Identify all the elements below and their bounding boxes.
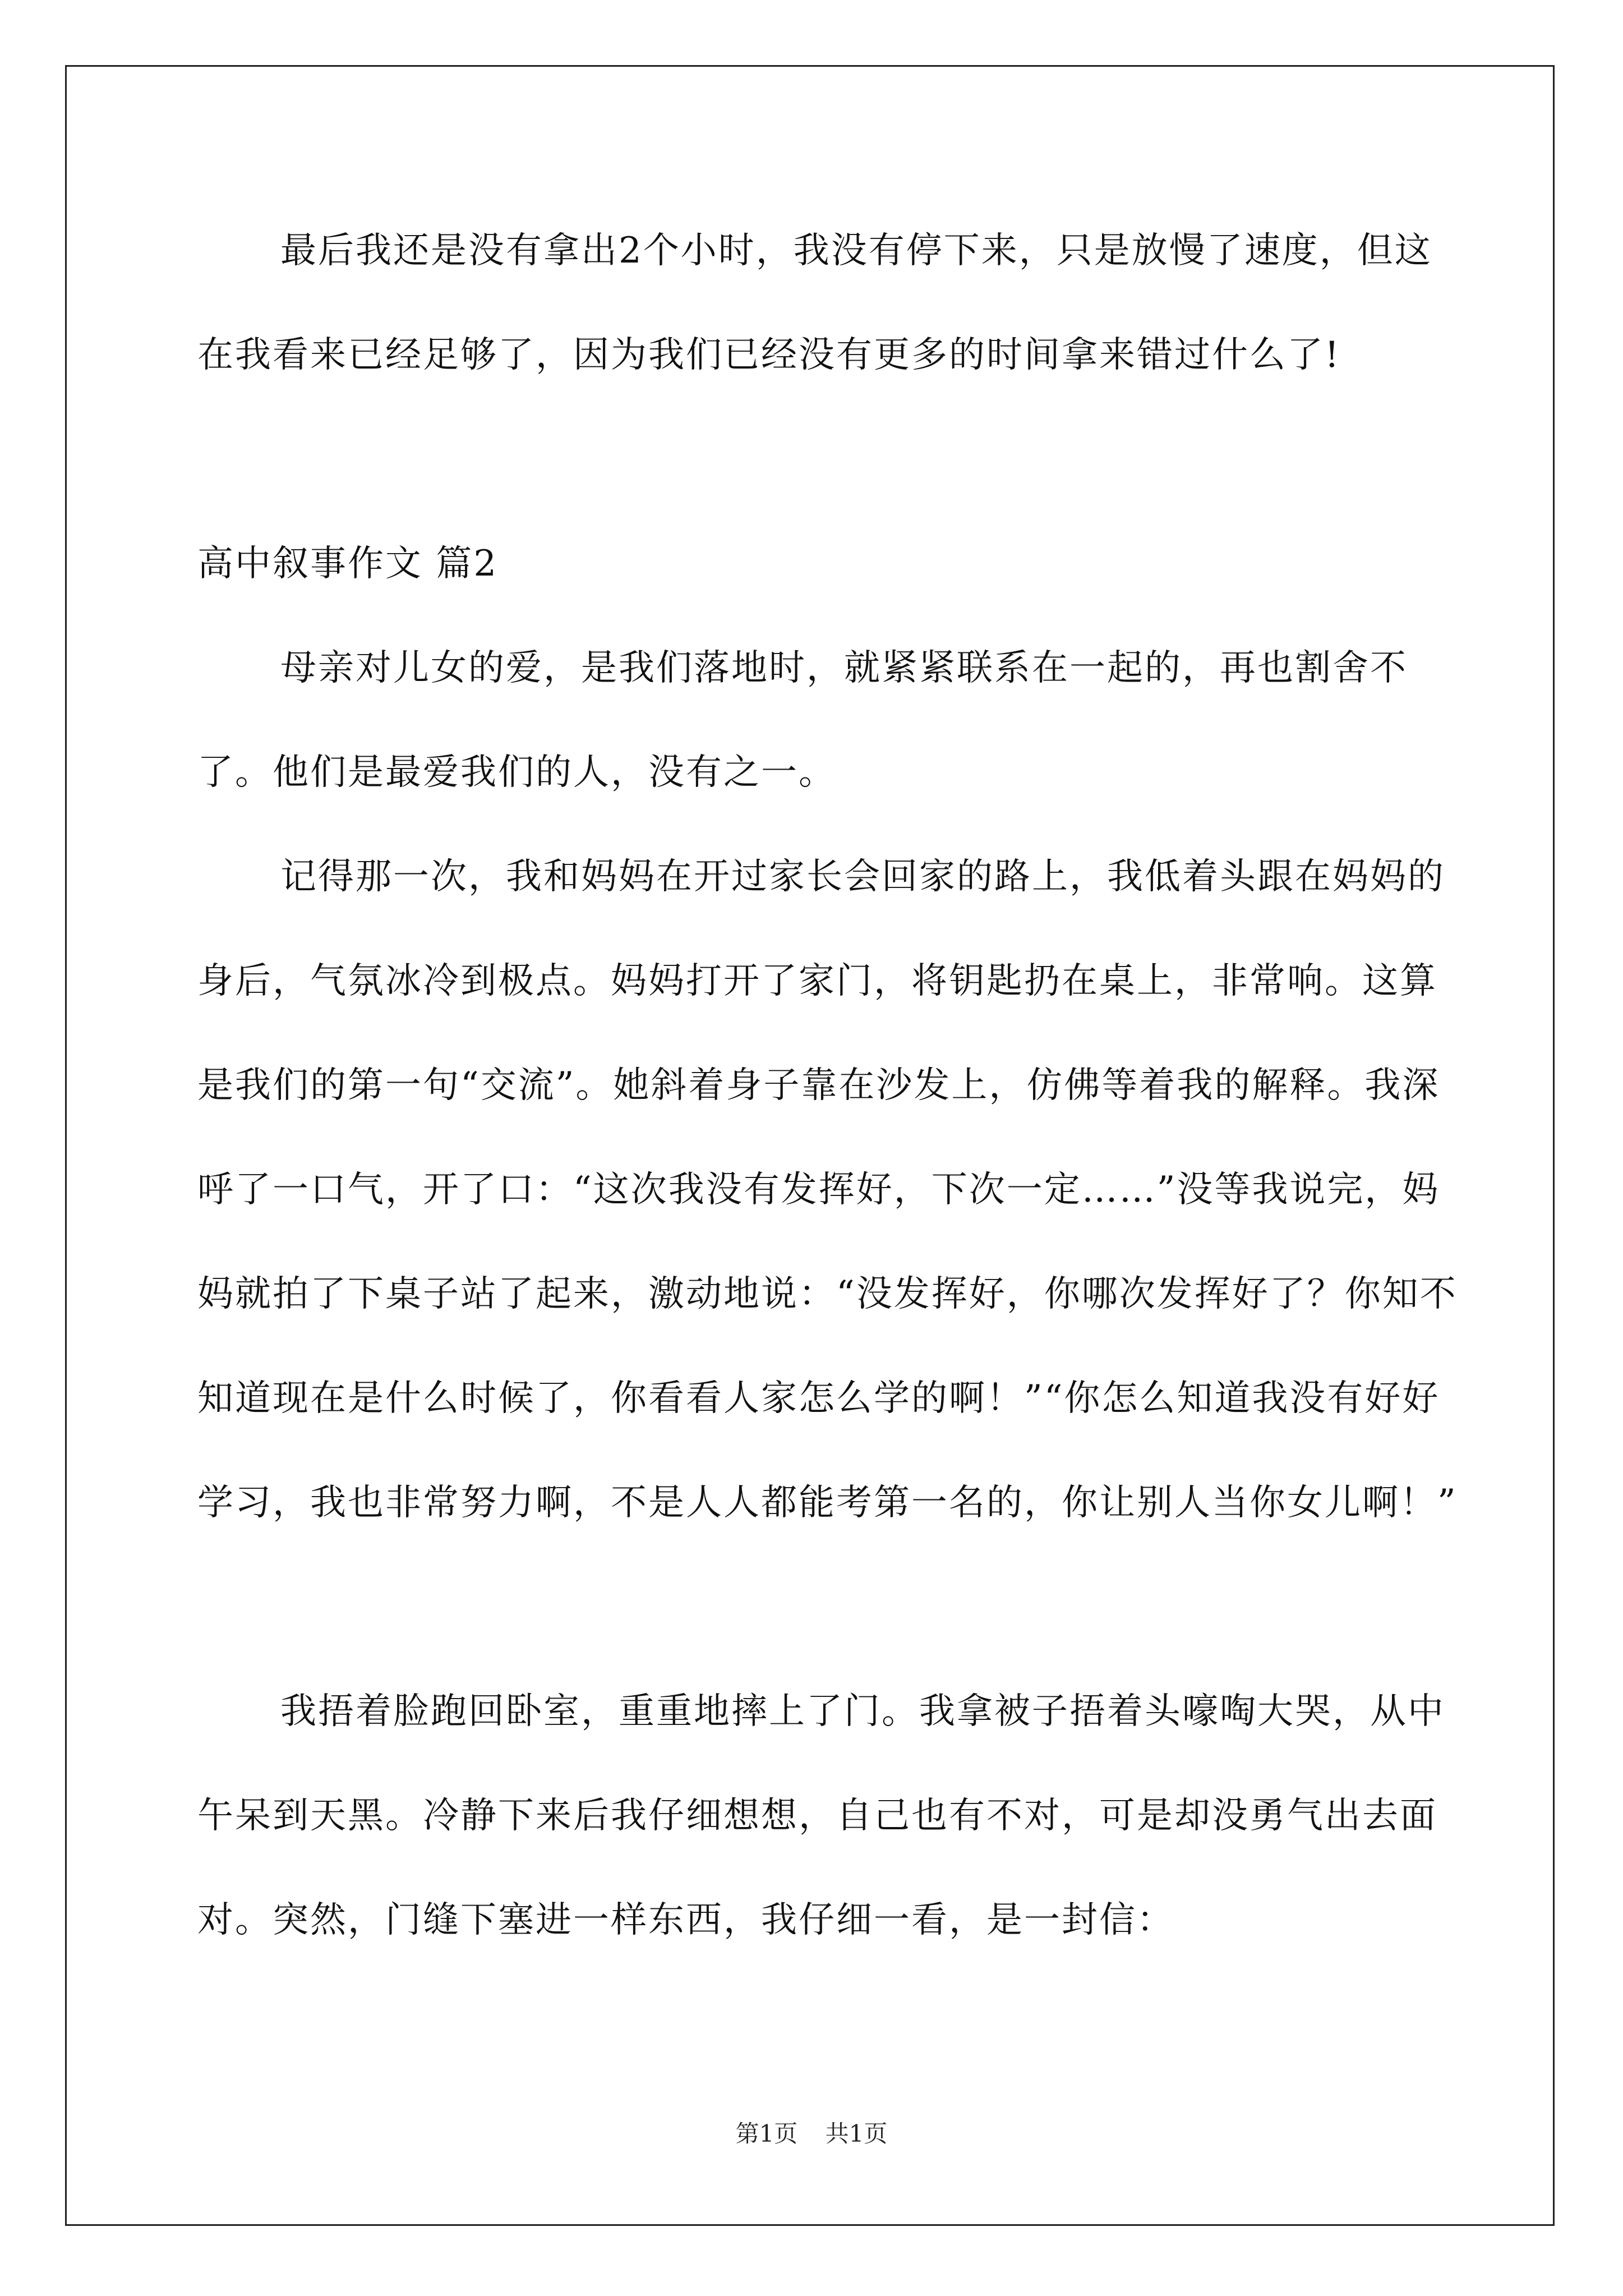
paragraph-2: 母亲对儿女的爱，是我们落地时，就紧紧联系在一起的，再也割舍不了。他们是最爱我们的人，没有之一。 <box>197 647 1408 793</box>
paragraph-1: 最后我还是没有拿出2个小时，我没有停下来，只是放慢了速度，但这在我看来已经足够了，因为我们已经没有更多的时间拿来错过什么了! <box>197 230 1432 376</box>
section-heading: 高中叙事作文 篇2 <box>197 543 499 585</box>
page-footer <box>0 2117 1623 2151</box>
page-number-current: 第1页 <box>735 2120 798 2147</box>
paragraph-4: 我捂着脸跑回卧室，重重地摔上了门。我拿被子捂着头嚎啕大哭，从中午呆到天黑。冷静下来后我仔细想想，自己也有不对，可是却没勇气出去面对。突然，门缝下塞进一样东西，我仔细一看，是一封信： <box>197 1691 1445 1941</box>
paragraph-3: 记得那一次，我和妈妈在开过家长会回家的路上，我低着头跟在妈妈的身后，气氛冰冷到极点。妈妈打开了家门，将钥匙扔在桌上，非常响。这算是我们的第一句“交流”。她斜着身子靠在沙发上，仿佛等着我的解释。我深呼了一口气，开了口：“这次我没有发挥好，下次一定……”没等我说完，妈妈就拍了下桌子站了起来，激动地说：“没发挥好，你哪次发挥好了？你知不知道现在是什么时候了，你看看人家怎么学的啊！”“你怎么知道我没有好好学习，我也非常努力啊，不是人人都能考第一名的，你让别人当你女儿啊！” <box>197 856 1458 1524</box>
page-number-total: 共1页 <box>825 2120 888 2147</box>
